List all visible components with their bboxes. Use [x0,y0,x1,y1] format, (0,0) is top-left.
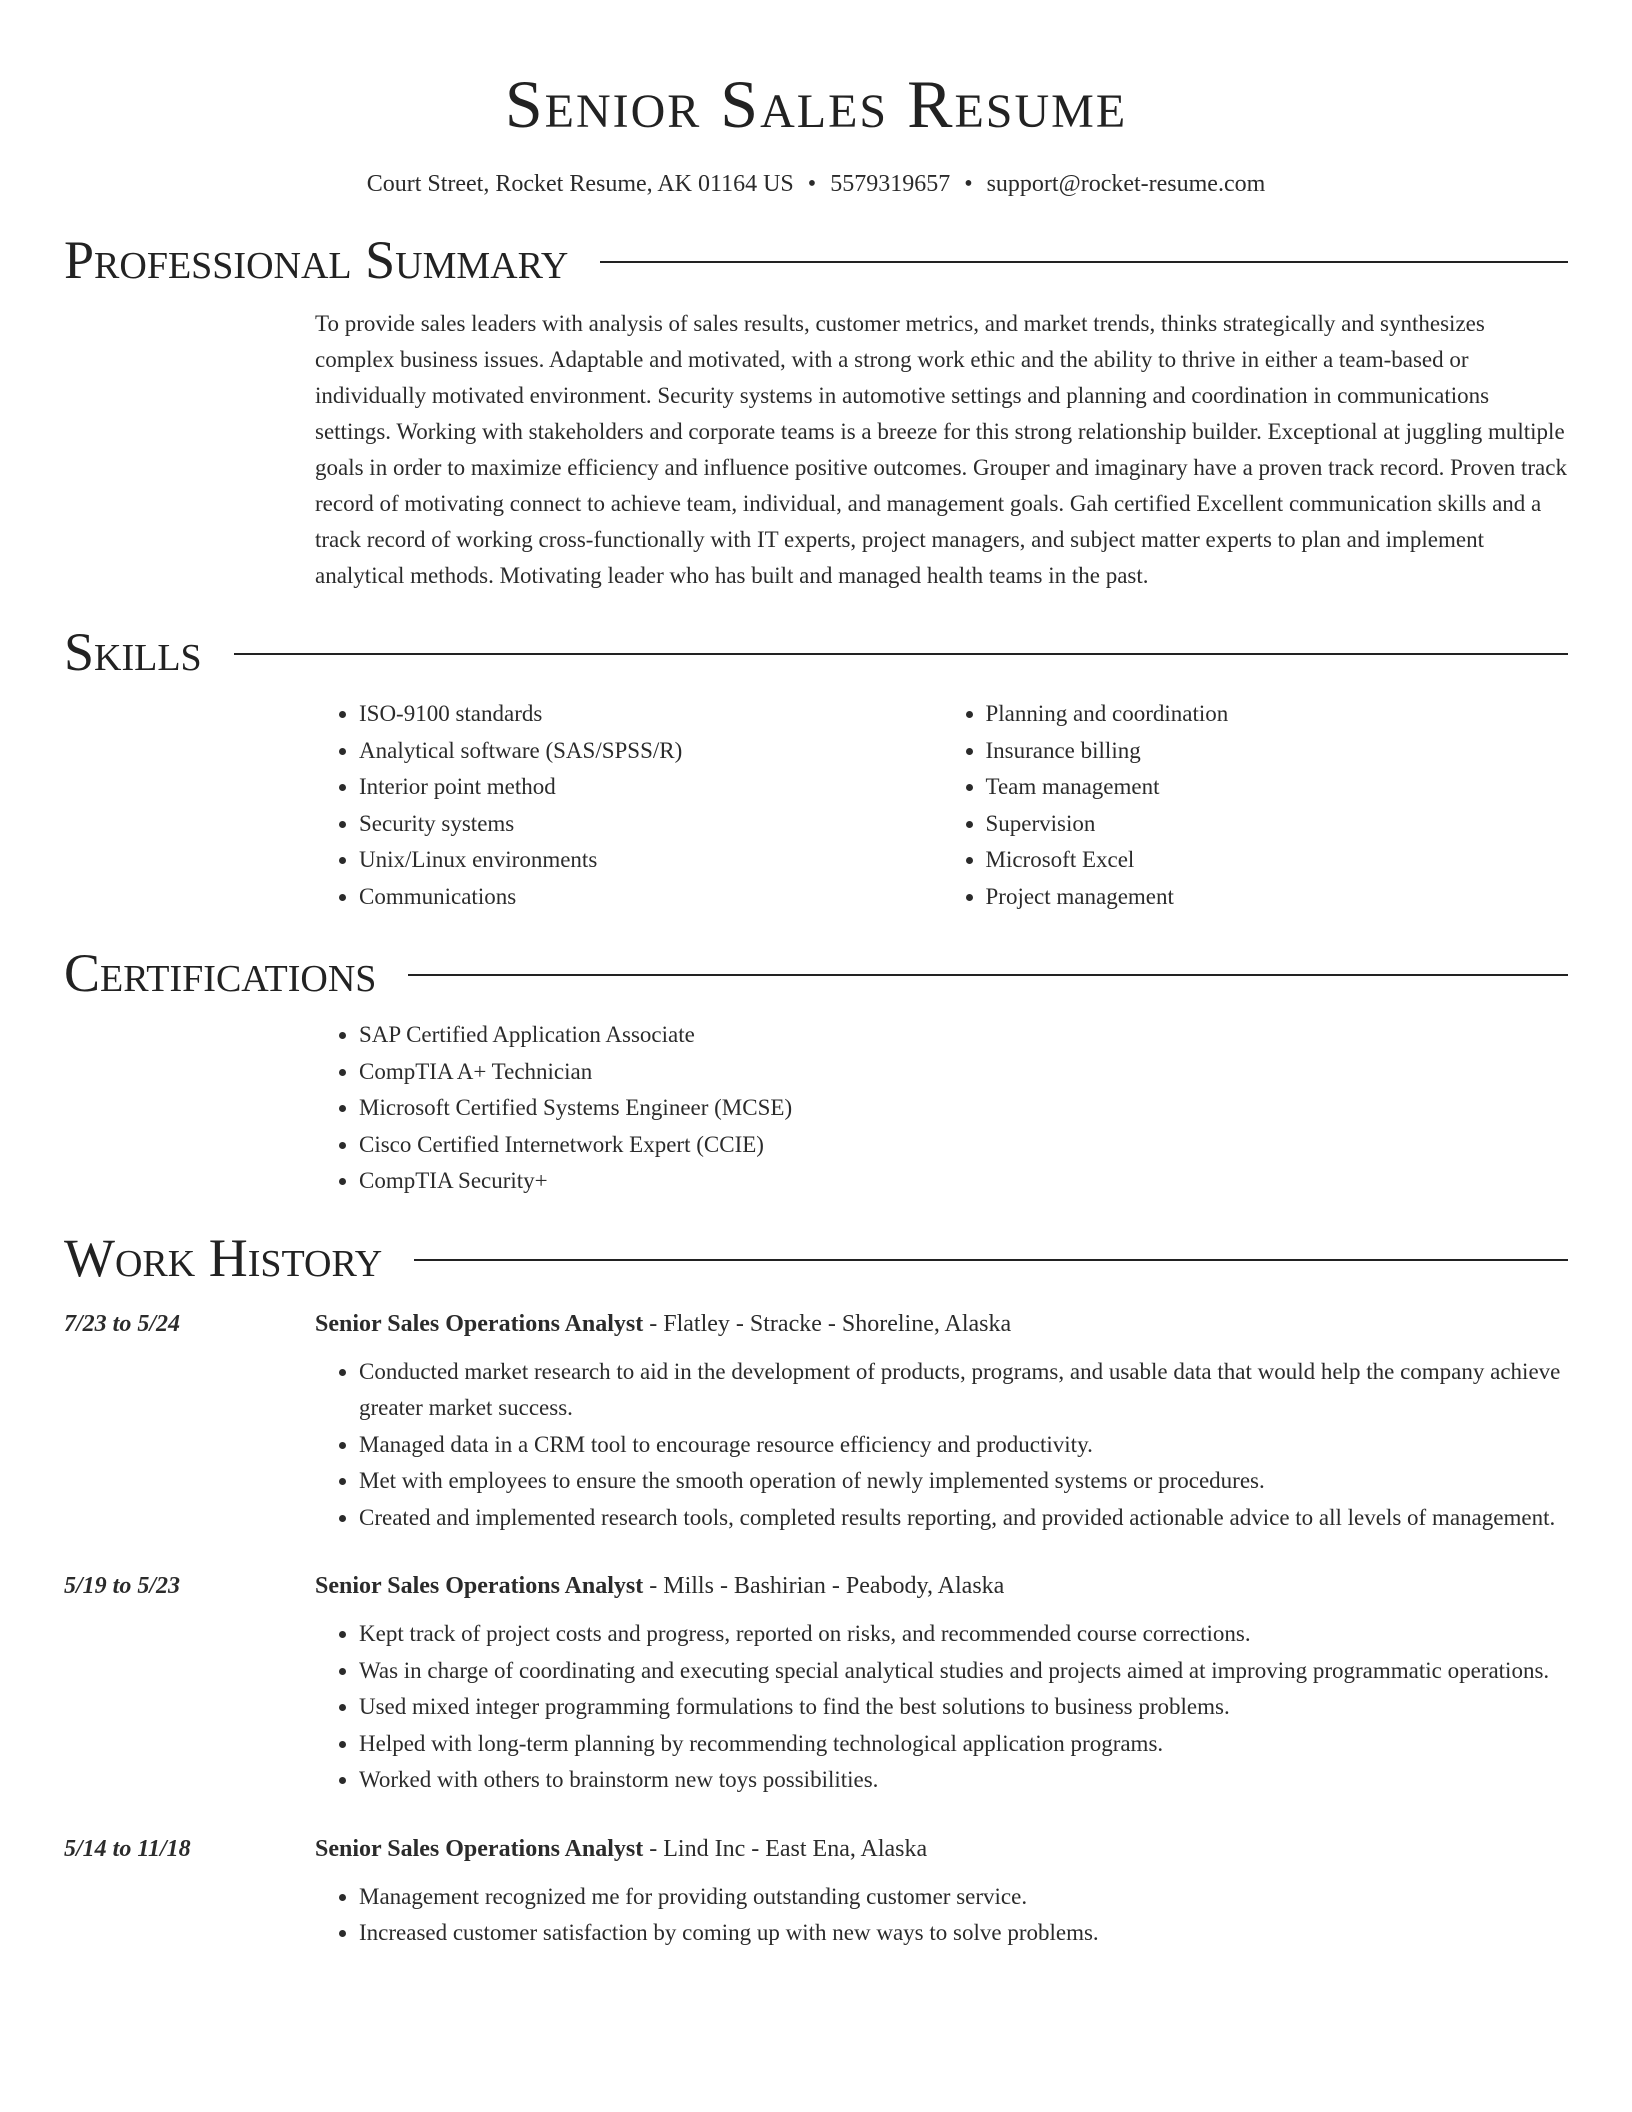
job-detail [315,1306,1568,1537]
skill-item: • ISO-9100 standards [359,696,942,733]
contact-line [64,168,1568,200]
job-employer-location: - Flatley - Stracke - Shoreline, Alaska [643,1310,1012,1337]
job-bullet: • Helped with long-term planning by recommending technological application programs. [359,1726,1568,1763]
work-entry [64,1306,1568,1537]
job-dates: 5/19 to 5/23 [64,1573,181,1599]
skill-item: • Planning and coordination [986,696,1569,733]
section-divider [234,653,1568,655]
job-bullet: • Created and implemented research tools, completed results reporting, and provided actionable advice to all levels of management. [359,1500,1568,1537]
resume-title: Senior Sales Resume [504,66,1128,142]
certification-item: • SAP Certified Application Associate [359,1017,1568,1054]
job-bullet: • Management recognized me for providing outstanding customer service. [359,1879,1568,1916]
work-entry [64,1831,1568,1952]
skills-list-right [942,696,1569,915]
summary-text: To provide sales leaders with analysis of sales results, customer metrics, and market trends, thinks strategically and synthesizes complex business issues. Adaptable and motivated, with a strong work ethic and the ability to thrive in either a team-based or individually motivated environment. Security systems in automotive settings and planning and coordination in communications settings. Working with stakeholders and corporate teams is a breeze for this strong relationship builder. Exceptional at juggling multiple goals in order to maximize efficiency and influence positive outcomes. Grouper and imaginary have a proven track record. Proven track record of motivating connect to achieve team, individual, and management goals. Gah certified Excellent communication skills and a track record of working cross-functionally with IT experts, project managers, and subject matter experts to plan and implement analytical methods. Motivating leader who has built and managed health teams in the past. [315,311,1567,588]
section-divider [600,261,1568,263]
certifications-section [315,1017,1568,1200]
job-title: Senior Sales Operations Analyst [315,1310,644,1337]
skills-grid [315,696,1568,915]
job-bullet: • Was in charge of coordinating and executing special analytical studies and projects aimed at improving programmatic operations. [359,1653,1568,1690]
skill-item: • Project management [986,879,1569,916]
contact-address: Court Street, Rocket Resume, AK 01164 US [366,171,794,197]
job-bullet: • Used mixed integer programming formulations to find the best solutions to business problems. [359,1689,1568,1726]
contact-separator: • [807,171,817,197]
job-heading [315,1306,1568,1342]
job-bullet: • Worked with others to brainstorm new toys possibilities. [359,1762,1568,1799]
job-bullets [315,1354,1568,1537]
contact-email: support@rocket-resume.com [986,171,1266,197]
job-heading [315,1831,1568,1867]
work-section-header [64,1228,1568,1288]
skill-item: • Insurance billing [986,733,1569,770]
summary-section-header [64,230,1568,290]
job-bullets [315,1616,1568,1799]
section-divider [414,1259,1568,1261]
certifications-list [315,1017,1568,1200]
work-entry [64,1568,1568,1799]
summary-heading: Professional Summary [64,230,569,290]
certification-item: • Cisco Certified Internetwork Expert (CCIE) [359,1127,1568,1164]
certification-item: • CompTIA Security+ [359,1163,1568,1200]
certification-item: • Microsoft Certified Systems Engineer (MCSE) [359,1090,1568,1127]
job-bullet: • Increased customer satisfaction by coming up with new ways to solve problems. [359,1915,1568,1952]
resume-page [64,0,1568,1952]
summary-section [315,306,1568,594]
skills-section [315,696,1568,915]
job-bullet: • Kept track of project costs and progress, reported on risks, and recommended course corrections. [359,1616,1568,1653]
certifications-section-header [64,943,1568,1003]
job-detail [315,1568,1568,1799]
job-heading [315,1568,1568,1604]
skills-list-left [315,696,942,915]
skill-item: • Supervision [986,806,1569,843]
skills-section-header [64,622,1568,682]
job-title: Senior Sales Operations Analyst [315,1835,644,1862]
skill-item: • Microsoft Excel [986,842,1569,879]
skill-item: • Analytical software (SAS/SPSS/R) [359,733,942,770]
job-title: Senior Sales Operations Analyst [315,1573,644,1599]
job-dates: 5/14 to 11/18 [64,1835,191,1862]
contact-separator: • [964,171,973,197]
job-employer-location: - Lind Inc - East Ena, Alaska [643,1835,928,1862]
skills-heading: Skills [64,622,202,682]
skill-item: • Security systems [359,806,942,843]
job-detail [315,1831,1568,1952]
certification-item: • CompTIA A+ Technician [359,1054,1568,1091]
skill-item: • Interior point method [359,769,942,806]
section-divider [408,974,1568,976]
skill-item: • Unix/Linux environments [359,842,942,879]
work-heading: Work History [64,1227,383,1288]
skill-item: • Team management [986,769,1569,806]
job-dates: 7/23 to 5/24 [64,1310,181,1337]
job-bullets [315,1879,1568,1952]
job-bullet: • Met with employees to ensure the smooth operation of newly implemented systems or procedures. [359,1463,1568,1500]
skill-item: • Communications [359,879,942,916]
job-bullet: • Managed data in a CRM tool to encourage resource efficiency and productivity. [359,1427,1568,1464]
contact-phone: 5579319657 [830,171,951,197]
job-employer-location: - Mills - Bashirian - Peabody, Alaska [643,1573,1005,1599]
certifications-heading: Certifications [64,943,377,1003]
job-bullet: • Conducted market research to aid in the development of products, programs, and usable data that would help the company achieve greater market success. [359,1354,1568,1427]
